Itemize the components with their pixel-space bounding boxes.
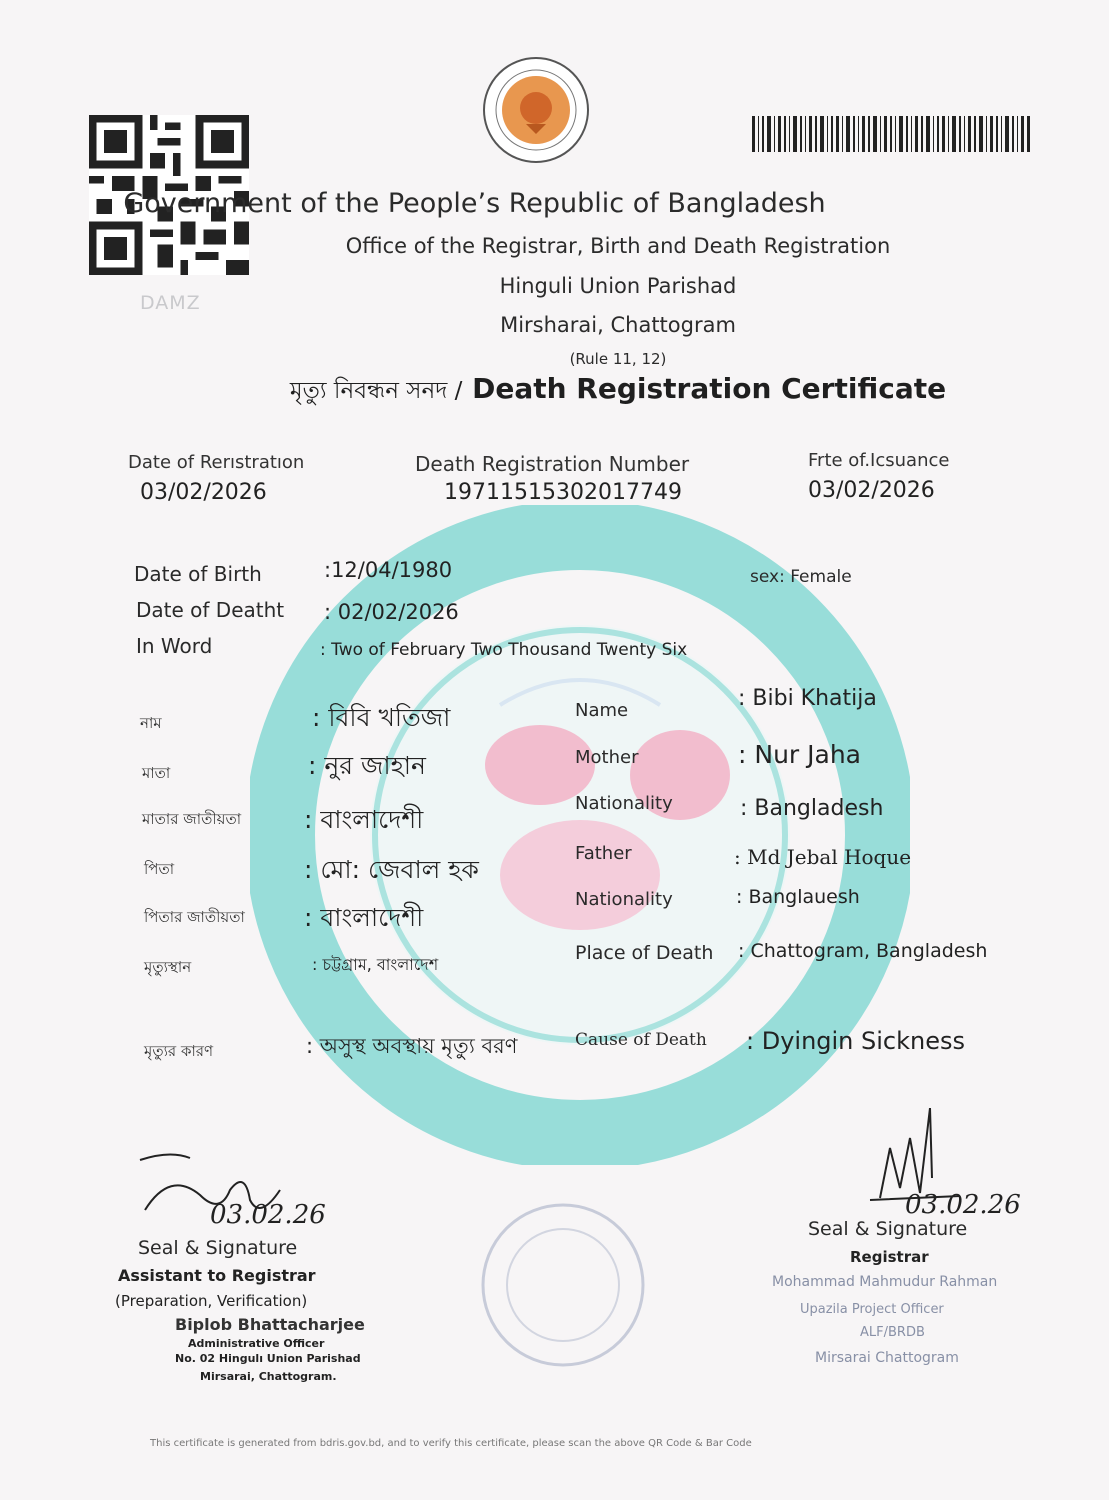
bn-value-name: : বিবি খতিজা	[312, 703, 451, 732]
right-seal-label: Seal & Signature	[808, 1218, 968, 1240]
bn-value-father-nationality: : বাংলাদেশী	[304, 903, 424, 932]
bn-value-mother-nationality: : বাংলাদেশী	[304, 805, 424, 834]
bn-label-name: নাম	[140, 714, 162, 732]
en-value-father-nationality: : Banglauesh	[736, 886, 860, 908]
en-label-mother-nationality: Nationality	[575, 793, 673, 814]
gov-title: Government of the People’s Republic of Bangladesh	[123, 188, 826, 219]
right-role: Registrar	[850, 1248, 929, 1266]
bn-label-mother: মাতা	[142, 764, 171, 782]
dob-label: Date of Birth	[134, 562, 262, 586]
en-value-cause-of-death: : Dyingin Sickness	[746, 1027, 965, 1055]
en-value-mother: : Nur Jaha	[738, 740, 861, 769]
en-value-mother-nationality: : Bangladesh	[740, 796, 884, 821]
left-place: Mirsarai, Chattogram.	[200, 1370, 337, 1383]
right-signature-date: 03.02.26	[905, 1190, 1021, 1220]
reg-number-value: 19711515302017749	[444, 480, 682, 505]
en-label-father-nationality: Nationality	[575, 889, 673, 910]
en-label-place-of-death: Place of Death	[575, 942, 714, 964]
barcode[interactable]	[752, 116, 1030, 152]
title-bn: মৃত্যু নিবন্ধন সনদ /	[289, 378, 463, 404]
qr-label: DAMZ	[140, 292, 201, 314]
inword-value: : Two of February Two Thousand Twenty Six	[320, 640, 688, 660]
reg-date-value: 03/02/2026	[140, 480, 267, 505]
certificate-title	[62, 372, 1109, 411]
en-label-name: Name	[575, 700, 629, 721]
dod-value: : 02/02/2026	[324, 600, 459, 624]
issue-date-value: 03/02/2026	[808, 478, 935, 503]
en-value-name: : Bibi Khatija	[738, 686, 877, 711]
en-label-father: Father	[575, 843, 632, 864]
left-seal-label: Seal & Signature	[138, 1237, 298, 1259]
rule-text: (Rule 11, 12)	[569, 350, 667, 368]
left-role: Assistant to Registrar	[118, 1266, 316, 1285]
sex-value: sex: Female	[750, 567, 852, 587]
left-signature-date: 03.02.26	[210, 1200, 326, 1230]
dod-label: Date of Deatht	[136, 598, 285, 622]
union-title: Hinguli Union Parishad	[499, 274, 737, 298]
en-value-father: : Md Jebal Hoque	[734, 845, 912, 869]
government-emblem	[481, 52, 591, 172]
bn-label-cause-of-death: মৃত্যুর কারণ	[144, 1042, 214, 1060]
right-place: Mirsarai Chattogram	[815, 1350, 959, 1366]
title-en: Death Registration Certificate	[472, 372, 947, 405]
en-value-place-of-death: : Chattogram, Bangladesh	[738, 940, 988, 962]
footer-note: This certificate is generated from bdris.gov.bd, and to verify this certificate, please scan the above QR Code & Bar Code	[150, 1438, 752, 1449]
bn-value-father: : মো: জেবাল হক	[304, 855, 479, 884]
right-office: ALF/BRDB	[860, 1325, 925, 1340]
bn-label-mother-nationality: মাতার জাতীয়তা	[142, 810, 242, 828]
office-title: Office of the Registrar, Birth and Death Registration	[345, 234, 891, 258]
issue-date-label: Frte of.Icsuance	[808, 450, 950, 471]
en-label-mother: Mother	[575, 747, 639, 768]
location-title: Mirsharai, Chattogram	[500, 313, 736, 337]
bn-value-place-of-death: : চট্টগ্রাম, বাংলাদেশ	[312, 955, 439, 974]
en-label-cause-of-death: Cause of Death	[575, 1030, 707, 1050]
bn-label-father-nationality: পিতার জাতীয়তা	[144, 908, 245, 926]
bn-value-mother: : নুর জাহান	[308, 751, 426, 780]
reg-number-label: Death Registration Number	[415, 452, 690, 476]
right-name: Mohammad Mahmudur Rahman	[772, 1274, 998, 1290]
left-title: Administrative Officer	[188, 1337, 325, 1350]
office-seal	[478, 1200, 648, 1370]
bn-value-cause-of-death: : অসুস্থ অবস্থায় মৃত্যু বরণ	[306, 1034, 518, 1058]
left-sub: (Preparation, Verification)	[115, 1292, 308, 1310]
inword-label: In Word	[136, 634, 213, 658]
bn-label-father: পিতা	[144, 860, 175, 878]
left-office: No. 02 Hingulı Union Parishad	[175, 1352, 361, 1365]
right-title: Upazila Project Officer	[800, 1302, 944, 1317]
left-name: Biplob Bhattacharjee	[175, 1315, 365, 1334]
reg-date-label: Date of Rerıstratıon	[128, 452, 305, 473]
dob-value: :12/04/1980	[324, 558, 453, 582]
bn-label-place-of-death: মৃত্যুস্থান	[144, 958, 192, 976]
